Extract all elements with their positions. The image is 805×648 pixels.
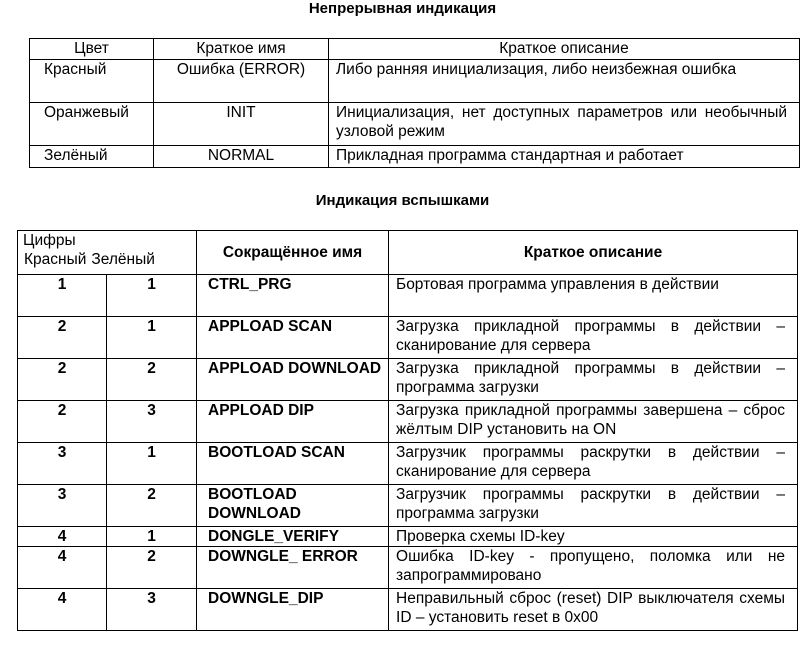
description-cell: Загрузчик программы раскрутки в действии – сканирование для сервера <box>389 443 798 485</box>
red-count-cell: 4 <box>18 547 107 589</box>
description-cell: Инициализация, нет доступных параметров или необычный узловой режим <box>329 103 800 146</box>
red-header-label: Красный <box>24 251 87 268</box>
continuous-indication-table <box>29 38 800 168</box>
table-row <box>18 401 798 443</box>
table-row <box>18 359 798 401</box>
description-cell: Проверка схемы ID-key <box>389 527 798 547</box>
red-count-cell: 2 <box>18 317 107 359</box>
table-row <box>30 60 800 103</box>
red-count-cell: 3 <box>18 443 107 485</box>
column-header-description: Краткое описание <box>329 39 800 60</box>
table-row <box>18 317 798 359</box>
table-row <box>18 589 798 631</box>
table-row <box>18 275 798 317</box>
table-row <box>18 485 798 527</box>
green-count-cell: 2 <box>107 485 197 527</box>
table-row <box>18 443 798 485</box>
green-count-cell: 2 <box>107 359 197 401</box>
short-name-cell: APPLOAD DOWNLOAD <box>197 359 389 401</box>
column-header-short-name: Краткое имя <box>154 39 329 60</box>
green-header-label: Зелёный <box>91 251 155 268</box>
red-count-cell: 4 <box>18 589 107 631</box>
digits-header <box>18 231 197 275</box>
short-name-cell: NORMAL <box>154 146 329 168</box>
color-cell: Оранжевый <box>30 103 154 146</box>
short-name-cell: BOOTLOAD SCAN <box>197 443 389 485</box>
short-name-cell: DOWNGLE_ ERROR <box>197 547 389 589</box>
short-name-cell: BOOTLOAD DOWNLOAD <box>197 485 389 527</box>
description-cell: Прикладная программа стандартная и работает <box>329 146 800 168</box>
table-header-row <box>30 39 800 60</box>
red-count-cell: 3 <box>18 485 107 527</box>
flash-indication-title: Индикация вспышками <box>315 192 490 209</box>
color-cell: Красный <box>30 60 154 103</box>
green-count-cell: 1 <box>107 527 197 547</box>
table-header-row <box>18 231 798 275</box>
green-count-cell: 1 <box>107 443 197 485</box>
flash-table-body <box>18 275 798 631</box>
column-header-description: Краткое описание <box>389 231 798 275</box>
green-count-cell: 1 <box>107 275 197 317</box>
description-cell: Загрузка прикладной программы завершена – сброс жёлтым DIP установить на ON <box>389 401 798 443</box>
column-header-short-name: Сокращённое имя <box>197 231 389 275</box>
table-row <box>30 103 800 146</box>
table-row <box>30 146 800 168</box>
short-name-cell: APPLOAD SCAN <box>197 317 389 359</box>
short-name-cell: DOWNGLE_DIP <box>197 589 389 631</box>
red-count-cell: 1 <box>18 275 107 317</box>
continuous-indication-title: Непрерывная индикация <box>308 0 497 17</box>
color-cell: Зелёный <box>30 146 154 168</box>
table-row <box>18 527 798 547</box>
description-cell: Неправильный сброс (reset) DIP выключателя схемы ID – установить reset в 0x00 <box>389 589 798 631</box>
flash-indication-table <box>17 230 798 631</box>
short-name-cell: Ошибка (ERROR) <box>154 60 329 103</box>
description-cell: Загрузчик программы раскрутки в действии – программа загрузки <box>389 485 798 527</box>
description-cell: Либо ранняя инициализация, либо неизбежная ошибка <box>329 60 800 103</box>
green-count-cell: 2 <box>107 547 197 589</box>
red-count-cell: 2 <box>18 401 107 443</box>
description-cell: Бортовая программа управления в действии <box>389 275 798 317</box>
red-count-cell: 2 <box>18 359 107 401</box>
green-count-cell: 3 <box>107 589 197 631</box>
green-count-cell: 3 <box>107 401 197 443</box>
short-name-cell: CTRL_PRG <box>197 275 389 317</box>
red-count-cell: 4 <box>18 527 107 547</box>
description-cell: Загрузка прикладной программы в действии – программа загрузки <box>389 359 798 401</box>
description-cell: Ошибка ID-key - пропущено, поломка или не запрограммировано <box>389 547 798 589</box>
digits-header-label: Цифры <box>23 232 76 249</box>
column-header-color: Цвет <box>30 39 154 60</box>
green-count-cell: 1 <box>107 317 197 359</box>
short-name-cell: DONGLE_VERIFY <box>197 527 389 547</box>
description-cell: Загрузка прикладной программы в действии – сканирование для сервера <box>389 317 798 359</box>
table-row <box>18 547 798 589</box>
short-name-cell: INIT <box>154 103 329 146</box>
short-name-cell: APPLOAD DIP <box>197 401 389 443</box>
